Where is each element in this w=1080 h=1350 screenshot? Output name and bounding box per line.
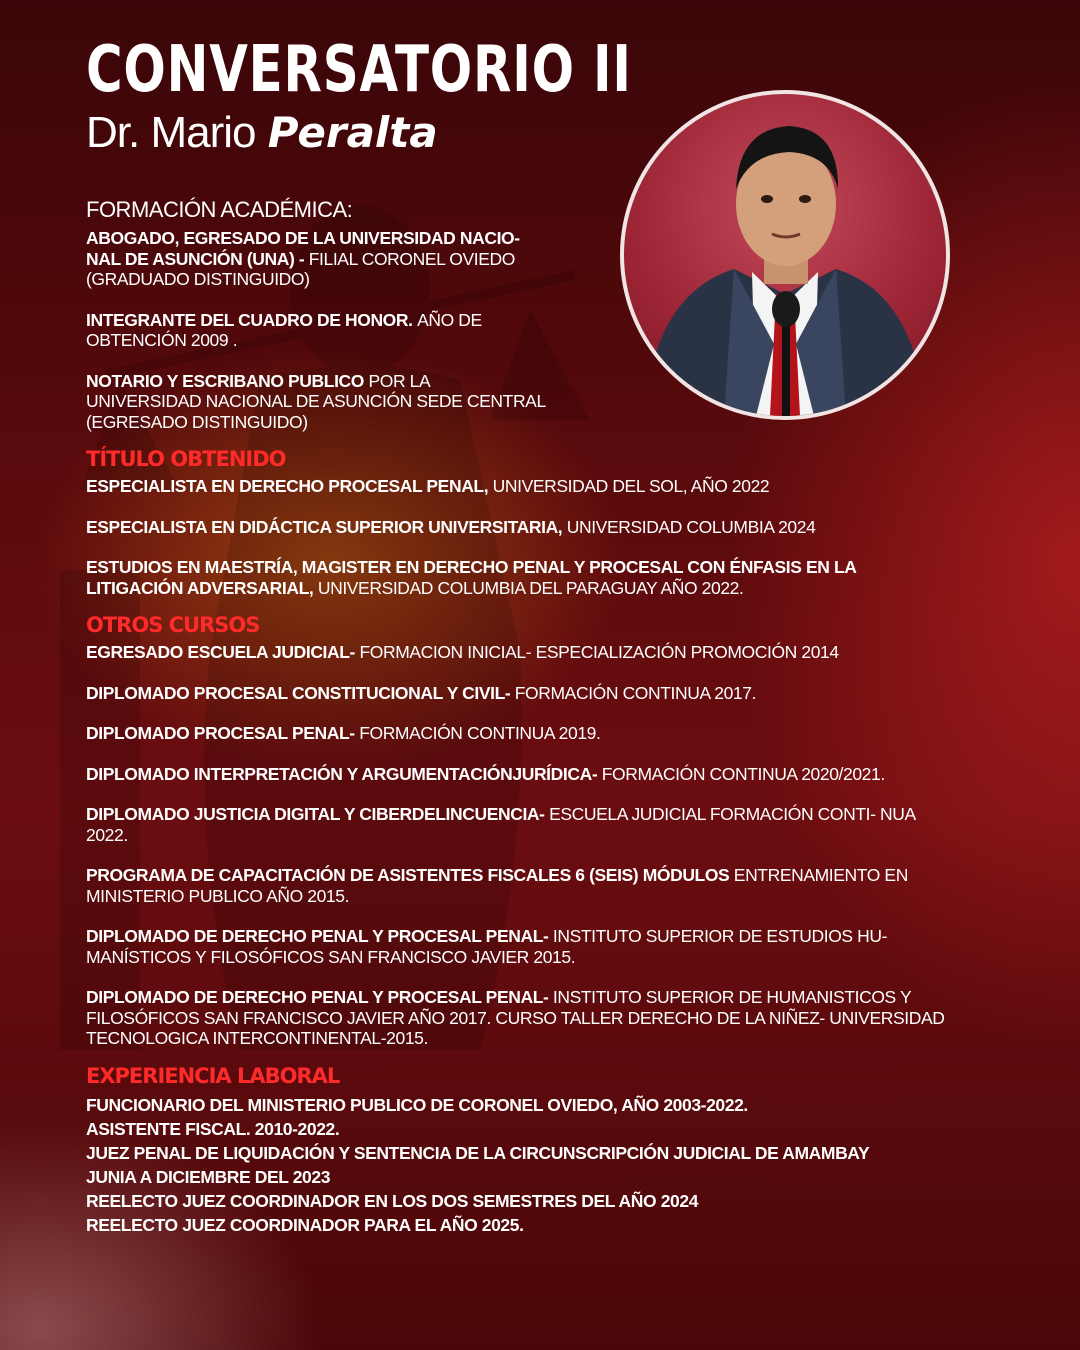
list-item: JUEZ PENAL DE LIQUIDACIÓN Y SENTENCIA DE LA CIRCUNSCRIPCIÓN JUDICIAL DE AMAMBAY — [86, 1142, 870, 1163]
list-item: FUNCIONARIO DEL MINISTERIO PUBLICO DE CORONEL OVIEDO, AÑO 2003-2022. — [86, 1094, 748, 1115]
speaker-name — [86, 108, 438, 158]
list-item: DIPLOMADO PROCESAL PENAL- FORMACIÓN CONTINUA 2019. — [86, 723, 601, 743]
list-item: ESPECIALISTA EN DERECHO PROCESAL PENAL, UNIVERSIDAD DEL SOL, AÑO 2022 — [86, 476, 770, 496]
list-item: INTEGRANTE DEL CUADRO DE HONOR. AÑO DE OBTENCIÓN 2009 . — [86, 309, 482, 350]
section-heading-formacion: FORMACIÓN ACADÉMICA: — [86, 197, 353, 222]
list-item: DIPLOMADO JUSTICIA DIGITAL Y CIBERDELINCUENCIA- ESCUELA JUDICIAL FORMACIÓN CONTI- NUA 2022. — [86, 804, 915, 845]
list-item: DIPLOMADO DE DERECHO PENAL Y PROCESAL PENAL- INSTITUTO SUPERIOR DE HUMANISTICOS Y FILOSÓFICOS SAN FRANCISCO JAVIER AÑO 2017. CURSO TALLER DERECHO DE LA NIÑEZ- UNIVERSIDAD TECNOLOGICA INTERCONTINENTAL-2015. — [86, 987, 945, 1048]
cursos-list — [86, 642, 946, 1049]
list-item: ABOGADO, EGRESADO DE LA UNIVERSIDAD NACIO- NAL DE ASUNCIÓN (UNA) - FILIAL CORONEL OVIEDO (GRADUADO DISTINGUIDO) — [86, 228, 520, 289]
list-item: REELECTO JUEZ COORDINADOR EN LOS DOS SEMESTRES DEL AÑO 2024 — [86, 1190, 699, 1211]
list-item: REELECTO JUEZ COORDINADOR PARA EL AÑO 2025. — [86, 1214, 524, 1235]
list-item: DIPLOMADO PROCESAL CONSTITUCIONAL Y CIVIL- FORMACIÓN CONTINUA 2017. — [86, 682, 757, 703]
page-title: CONVERSATORIO II — [86, 33, 632, 107]
titulo-list — [86, 476, 946, 598]
section-heading-experiencia: EXPERIENCIA LABORAL — [86, 1063, 340, 1088]
list-item: JUNIA A DICIEMBRE DEL 2023 — [86, 1166, 331, 1187]
experiencia-list — [86, 1093, 946, 1237]
speaker-name-last: Peralta — [267, 108, 438, 157]
list-item: DIPLOMADO DE DERECHO PENAL Y PROCESAL PENAL- INSTITUTO SUPERIOR DE ESTUDIOS HU- MANÍSTICOS Y FILOSÓFICOS SAN FRANCISCO JAVIER 2015. — [86, 926, 888, 967]
list-item: EGRESADO ESCUELA JUDICIAL- FORMACION INICIAL- ESPECIALIZACIÓN PROMOCIÓN 2014 — [86, 642, 839, 662]
list-item: PROGRAMA DE CAPACITACIÓN DE ASISTENTES FISCALES 6 (SEIS) MÓDULOS ENTRENAMIENTO EN MINISTERIO PUBLICO AÑO 2015. — [86, 865, 908, 906]
list-item: ESPECIALISTA EN DIDÁCTICA SUPERIOR UNIVERSITARIA, UNIVERSIDAD COLUMBIA 2024 — [86, 516, 816, 537]
formacion-list — [86, 228, 946, 432]
section-heading-titulo: TÍTULO OBTENIDO — [86, 447, 286, 471]
cv-content — [86, 196, 946, 1237]
list-item: DIPLOMADO INTERPRETACIÓN Y ARGUMENTACIÓNJURÍDICA- FORMACIÓN CONTINUA 2020/2021. — [86, 763, 885, 784]
section-heading-cursos: OTROS CURSOS — [86, 613, 260, 637]
list-item: ESTUDIOS EN MAESTRÍA, MAGISTER EN DERECHO PENAL Y PROCESAL CON ÉNFASIS EN LA LITIGACIÓN ADVERSARIAL, UNIVERSIDAD COLUMBIA DEL PARAGUAY AÑO 2022. — [86, 557, 856, 598]
list-item: NOTARIO Y ESCRIBANO PUBLICO POR LA UNIVERSIDAD NACIONAL DE ASUNCIÓN SEDE CENTRAL (EGRESADO DISTINGUIDO) — [86, 370, 546, 432]
speaker-name-first: Dr. Mario — [86, 108, 256, 157]
list-item: ASISTENTE FISCAL. 2010-2022. — [86, 1118, 340, 1139]
